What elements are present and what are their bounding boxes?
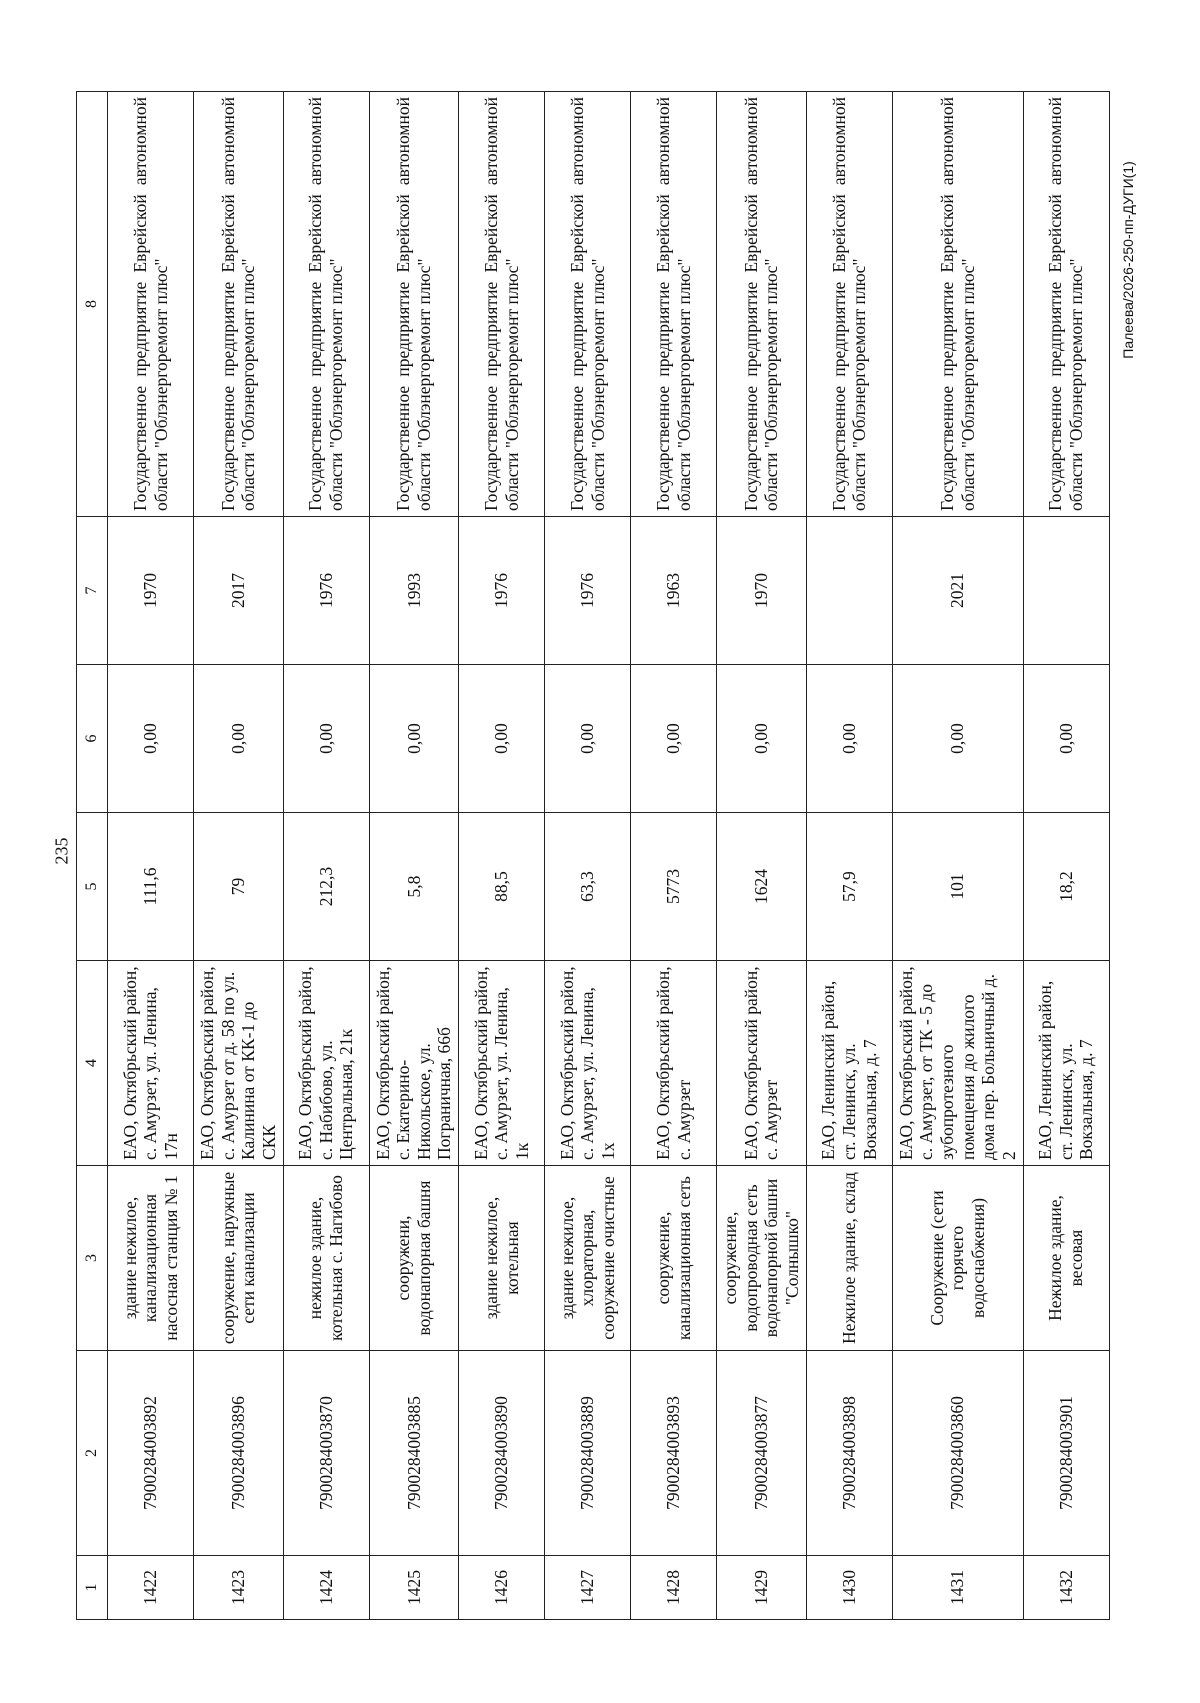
object-name-cell: нежилое здание, котельная с. Нагибово: [283, 1166, 369, 1351]
address-cell: ЕАО, Октябрьский район, с. Амурзет, от ТК - 5 до зубопротезного помещения до жилого дома пер. Больничный д. 2: [892, 961, 1023, 1166]
column-header: 7: [77, 517, 108, 665]
row-number-cell: 1426: [459, 1556, 545, 1620]
owner-cell: Государственное предприятие Еврейской автономной области "Облэнергоремонт плюс": [459, 92, 545, 517]
object-name-cell: сооружени, водонапорная башня: [369, 1166, 459, 1351]
value-cell: 0,00: [1023, 665, 1109, 813]
row-number-cell: 1431: [892, 1556, 1023, 1620]
cadastral-number-cell: 7900284003892: [108, 1351, 194, 1556]
object-name-cell: сооружение, водопроводная сеть водонапорной башни "Солнышко": [717, 1166, 807, 1351]
table-row: [369, 92, 459, 1620]
year-cell: 1976: [283, 517, 369, 665]
object-name-cell: Сооружение (сети горячего водоснабжения): [892, 1166, 1023, 1351]
table-row: [108, 92, 194, 1620]
row-number-cell: 1430: [806, 1556, 892, 1620]
area-cell: 212,3: [283, 813, 369, 961]
table-row: [459, 92, 545, 1620]
cadastral-number-cell: 7900284003860: [892, 1351, 1023, 1556]
table-row: [631, 92, 717, 1620]
page-number: 235: [51, 837, 72, 865]
address-cell: ЕАО, Ленинский район, ст. Ленинск, ул. Вокзальная, д. 7: [806, 961, 892, 1166]
area-cell: 5773: [631, 813, 717, 961]
table-row: [545, 92, 631, 1620]
owner-cell: Государственное предприятие Еврейской автономной области "Облэнергоремонт плюс": [283, 92, 369, 517]
row-number-cell: 1432: [1023, 1556, 1109, 1620]
object-name-cell: сооружение, наружные сети канализации: [194, 1166, 284, 1351]
column-header: 6: [77, 665, 108, 813]
value-cell: 0,00: [717, 665, 807, 813]
value-cell: 0,00: [194, 665, 284, 813]
owner-cell: Государственное предприятие Еврейской автономной области "Облэнергоремонт плюс": [545, 92, 631, 517]
registry-table: [76, 91, 1110, 1620]
owner-cell: Государственное предприятие Еврейской автономной области "Облэнергоремонт плюс": [369, 92, 459, 517]
value-cell: 0,00: [631, 665, 717, 813]
address-cell: ЕАО, Октябрьский район, с. Екатерино- Никольское, ул. Пограничная, 66б: [369, 961, 459, 1166]
owner-cell: Государственное предприятие Еврейской автономной области "Облэнергоремонт плюс": [892, 92, 1023, 517]
value-cell: 0,00: [545, 665, 631, 813]
year-cell: [806, 517, 892, 665]
value-cell: 0,00: [283, 665, 369, 813]
table-body: [108, 92, 1110, 1620]
address-cell: ЕАО, Октябрьский район, с. Амурзет: [631, 961, 717, 1166]
document-footer: Палеева/2026-250-пп-ДУГИ(1): [1120, 161, 1136, 359]
address-cell: ЕАО, Октябрьский район, с. Амурзет: [717, 961, 807, 1166]
column-header: 4: [77, 961, 108, 1166]
year-cell: 1963: [631, 517, 717, 665]
year-cell: 2021: [892, 517, 1023, 665]
column-header: 2: [77, 1351, 108, 1556]
row-number-cell: 1429: [717, 1556, 807, 1620]
value-cell: 0,00: [108, 665, 194, 813]
table-row: [717, 92, 807, 1620]
owner-cell: Государственное предприятие Еврейской автономной области "Облэнергоремонт плюс": [631, 92, 717, 517]
column-header: 3: [77, 1166, 108, 1351]
year-cell: 1993: [369, 517, 459, 665]
row-number-cell: 1427: [545, 1556, 631, 1620]
object-name-cell: сооружение, канализационная сеть: [631, 1166, 717, 1351]
address-cell: ЕАО, Октябрьский район, с. Амурзет от д. 58 по ул. Калинина от КК-1 до СКК: [194, 961, 284, 1166]
year-cell: 1976: [459, 517, 545, 665]
table-row: [806, 92, 892, 1620]
row-number-cell: 1425: [369, 1556, 459, 1620]
address-cell: ЕАО, Октябрьский район, с. Амурзет, ул. Ленина, 1к: [459, 961, 545, 1166]
area-cell: 57,9: [806, 813, 892, 961]
owner-cell: Государственное предприятие Еврейской автономной области "Облэнергоремонт плюс": [1023, 92, 1109, 517]
address-cell: ЕАО, Октябрьский район, с. Амурзет, ул. Ленина, 17н: [108, 961, 194, 1166]
value-cell: 0,00: [369, 665, 459, 813]
cadastral-number-cell: 7900284003898: [806, 1351, 892, 1556]
area-cell: 1624: [717, 813, 807, 961]
year-cell: 1970: [717, 517, 807, 665]
object-name-cell: здание нежилое, канализационная насосная станция № 1: [108, 1166, 194, 1351]
year-cell: [1023, 517, 1109, 665]
cadastral-number-cell: 7900284003901: [1023, 1351, 1109, 1556]
owner-cell: Государственное предприятие Еврейской автономной области "Облэнергоремонт плюс": [194, 92, 284, 517]
row-number-cell: 1423: [194, 1556, 284, 1620]
table-row: [194, 92, 284, 1620]
area-cell: 18,2: [1023, 813, 1109, 961]
owner-cell: Государственное предприятие Еврейской автономной области "Облэнергоремонт плюс": [108, 92, 194, 517]
column-header: 8: [77, 92, 108, 517]
cadastral-number-cell: 7900284003896: [194, 1351, 284, 1556]
cadastral-number-cell: 7900284003870: [283, 1351, 369, 1556]
value-cell: 0,00: [459, 665, 545, 813]
row-number-cell: 1424: [283, 1556, 369, 1620]
cadastral-number-cell: 7900284003877: [717, 1351, 807, 1556]
owner-cell: Государственное предприятие Еврейской автономной области "Облэнергоремонт плюс": [717, 92, 807, 517]
registry-table-container: [76, 92, 1097, 1620]
address-cell: ЕАО, Октябрьский район, с. Амурзет, ул. Ленина, 1х: [545, 961, 631, 1166]
area-cell: 63,3: [545, 813, 631, 961]
column-header: 5: [77, 813, 108, 961]
table-row: [1023, 92, 1109, 1620]
address-cell: ЕАО, Октябрьский район, с. Набибово, ул. Центральная, 21к: [283, 961, 369, 1166]
object-name-cell: здание нежилое, котельная: [459, 1166, 545, 1351]
header-row: [77, 92, 108, 1620]
area-cell: 5,8: [369, 813, 459, 961]
year-cell: 1970: [108, 517, 194, 665]
value-cell: 0,00: [892, 665, 1023, 813]
cadastral-number-cell: 7900284003889: [545, 1351, 631, 1556]
cadastral-number-cell: 7900284003890: [459, 1351, 545, 1556]
object-name-cell: Нежилое здание, склад: [806, 1166, 892, 1351]
row-number-cell: 1422: [108, 1556, 194, 1620]
area-cell: 111,6: [108, 813, 194, 961]
owner-cell: Государственное предприятие Еврейской автономной области "Облэнергоремонт плюс": [806, 92, 892, 517]
area-cell: 88,5: [459, 813, 545, 961]
column-header: 1: [77, 1556, 108, 1620]
table-row: [283, 92, 369, 1620]
object-name-cell: здание нежилое, хлораторная, сооружение очистные: [545, 1166, 631, 1351]
area-cell: 79: [194, 813, 284, 961]
object-name-cell: Нежилое здание, весовая: [1023, 1166, 1109, 1351]
cadastral-number-cell: 7900284003885: [369, 1351, 459, 1556]
cadastral-number-cell: 7900284003893: [631, 1351, 717, 1556]
address-cell: ЕАО, Ленинский район, ст. Ленинск, ул. Вокзальная, д. 7: [1023, 961, 1109, 1166]
table-row: [892, 92, 1023, 1620]
year-cell: 2017: [194, 517, 284, 665]
year-cell: 1976: [545, 517, 631, 665]
value-cell: 0,00: [806, 665, 892, 813]
row-number-cell: 1428: [631, 1556, 717, 1620]
area-cell: 101: [892, 813, 1023, 961]
